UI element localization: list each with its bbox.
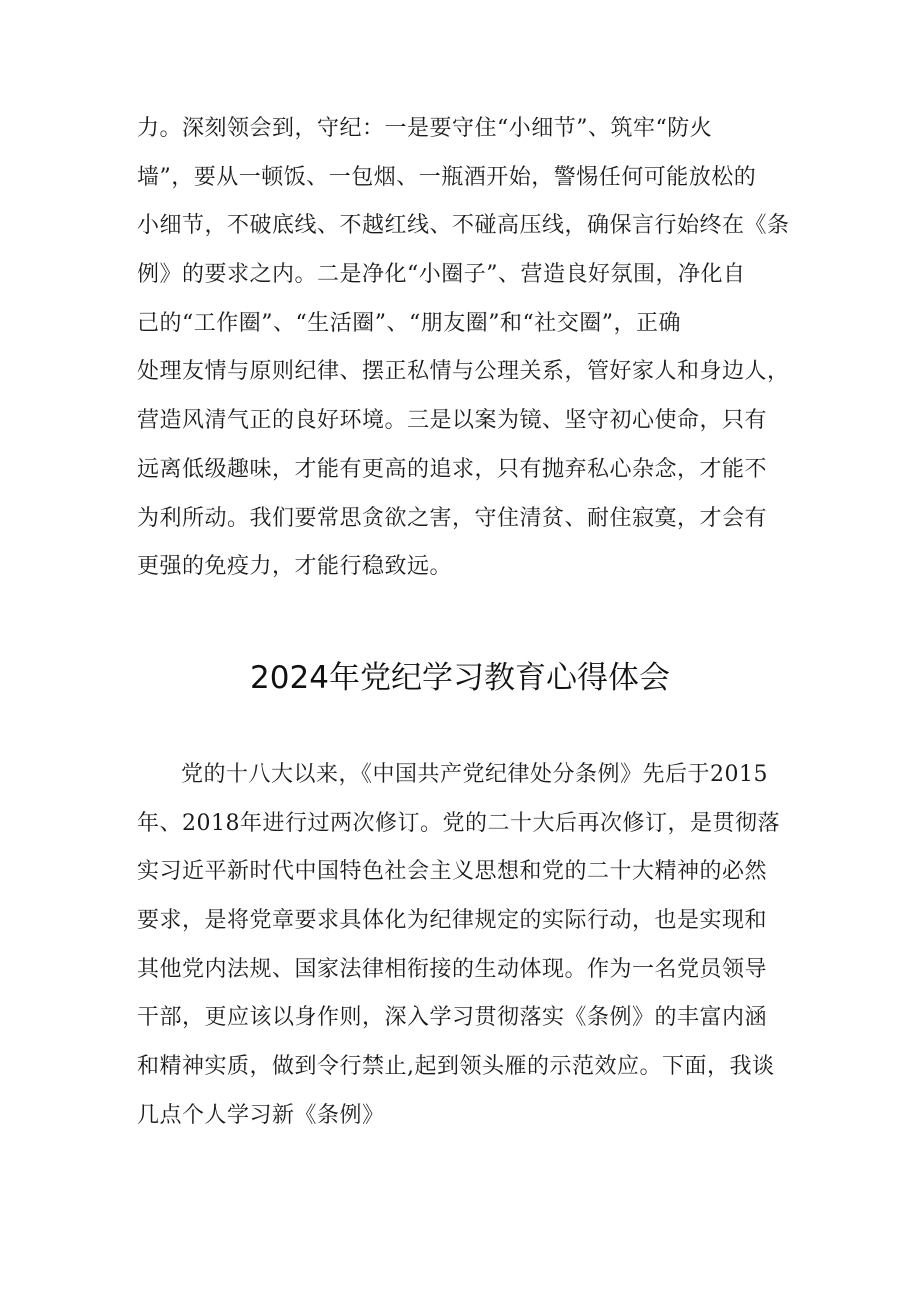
text-line: 为利所动。我们要常思贪欲之害，守住清贫、耐住寂寞，才会有 (137, 505, 768, 531)
text-line: 实习近平新时代中国特色社会主义思想和党的二十大精神的必然 (137, 859, 768, 885)
text-line: 党的十八大以来，《中国共产党纪律处分条例》先后于2015 (181, 762, 768, 787)
text-line: 要求，是将党章要求具体化为纪律规定的实际行动，也是实现和 (137, 908, 768, 934)
text-line: 营造风清气正的良好环境。三是以案为镜、坚守初心使命，只有 (137, 408, 768, 434)
text-line: 更强的免疫力，才能行稳致远。 (137, 554, 453, 580)
text-line: 墙”，要从一顿饭、一包烟、一瓶酒开始，警惕任何可能放松的 (137, 164, 757, 190)
text-line: 处理友情与原则纪律、摆正私情与公理关系，管好家人和身边人， (137, 359, 790, 385)
text-line: 和精神实质，做到令行禁止,起到领头雁的示范效应。下面，我谈 (137, 1054, 775, 1080)
text-line: 几点个人学习新《条例》 (137, 1102, 385, 1128)
paragraph-continuation (137, 105, 795, 592)
text-line: 年、2018年进行过两次修订。党的二十大后再次修订，是贯彻落 (137, 810, 780, 836)
text-line: 小细节，不破底线、不越红线、不碰高压线，确保言行始终在《条 (137, 213, 790, 239)
text-line: 力。深刻领会到，守纪：一是要守住“小细节”、筑牢“防火 (137, 116, 713, 141)
text-line: 其他党内法规、国家法律相衔接的生动体现。作为一名党员领导 (137, 956, 768, 982)
text-line: 己的“工作圈”、“生活圈”、“朋友圈”和“社交圈”，正确 (137, 310, 681, 336)
document-title: 2024年党纪学习教育心得体会 (250, 660, 670, 696)
text-line: 例》的要求之内。二是净化“小圈子”、营造良好氛围，净化自 (137, 262, 746, 288)
paragraph-intro (137, 751, 795, 1141)
text-line: 远离低级趣味，才能有更高的追求，只有抛弃私心杂念，才能不 (137, 456, 768, 482)
text-line: 干部，更应该以身作则，深入学习贯彻落实《条例》的丰富内涵 (137, 1005, 768, 1031)
